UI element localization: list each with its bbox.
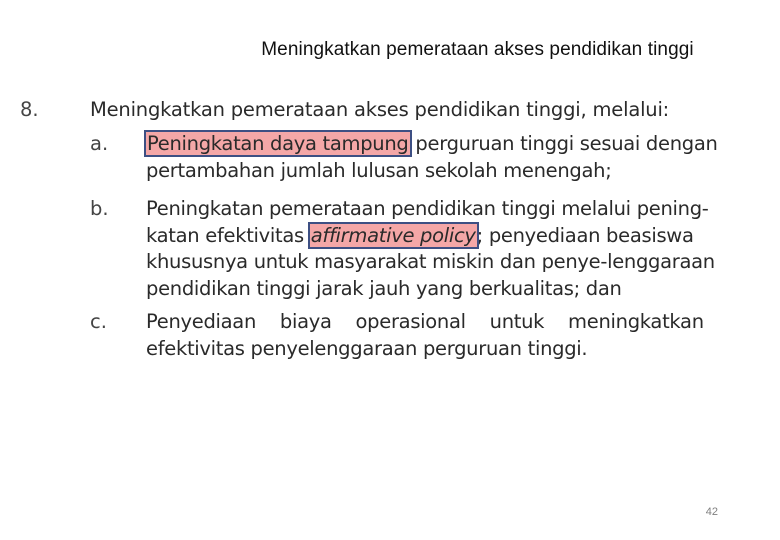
item-line: Penyediaan biaya operasional untuk meningkatkan bbox=[146, 310, 704, 333]
highlighted-phrase: affirmative policy bbox=[310, 223, 476, 247]
item-line: efektivitas penyelenggaraan perguruan tinggi. bbox=[146, 336, 588, 360]
item-letter: a. bbox=[90, 132, 109, 155]
item-body bbox=[146, 196, 750, 302]
item-line: khususnya untuk masyarakat miskin dan penye-lenggaraan bbox=[146, 250, 715, 273]
item-line: pendidikan tinggi jarak jauh yang berkualitas; dan bbox=[146, 276, 622, 300]
item-body bbox=[146, 309, 750, 362]
document-excerpt bbox=[20, 92, 755, 362]
item-text: ; penyediaan beasiswa bbox=[476, 223, 694, 247]
item-letter: b. bbox=[90, 197, 109, 220]
item-line: Peningkatan pemerataan pendidikan tinggi melalui pening- bbox=[146, 197, 709, 220]
item-text: perguruan tinggi sesuai dengan bbox=[409, 132, 718, 155]
item-text: katan efektivitas bbox=[146, 223, 310, 247]
lead-sentence: Meningkatkan pemerataan akses pendidikan tinggi, melalui: bbox=[90, 98, 670, 121]
page-number: 42 bbox=[705, 506, 718, 518]
item-line: pertambahan jumlah lulusan sekolah menengah; bbox=[146, 158, 612, 182]
item-body bbox=[146, 131, 750, 184]
highlighted-phrase: Peningkatan daya tampung bbox=[147, 132, 409, 155]
item-number: 8. bbox=[20, 98, 39, 121]
item-line bbox=[146, 223, 750, 250]
item-letter: c. bbox=[90, 310, 107, 333]
item-line bbox=[146, 131, 750, 158]
slide-title: Meningkatkan pemerataan akses pendidikan tinggi bbox=[261, 39, 694, 60]
